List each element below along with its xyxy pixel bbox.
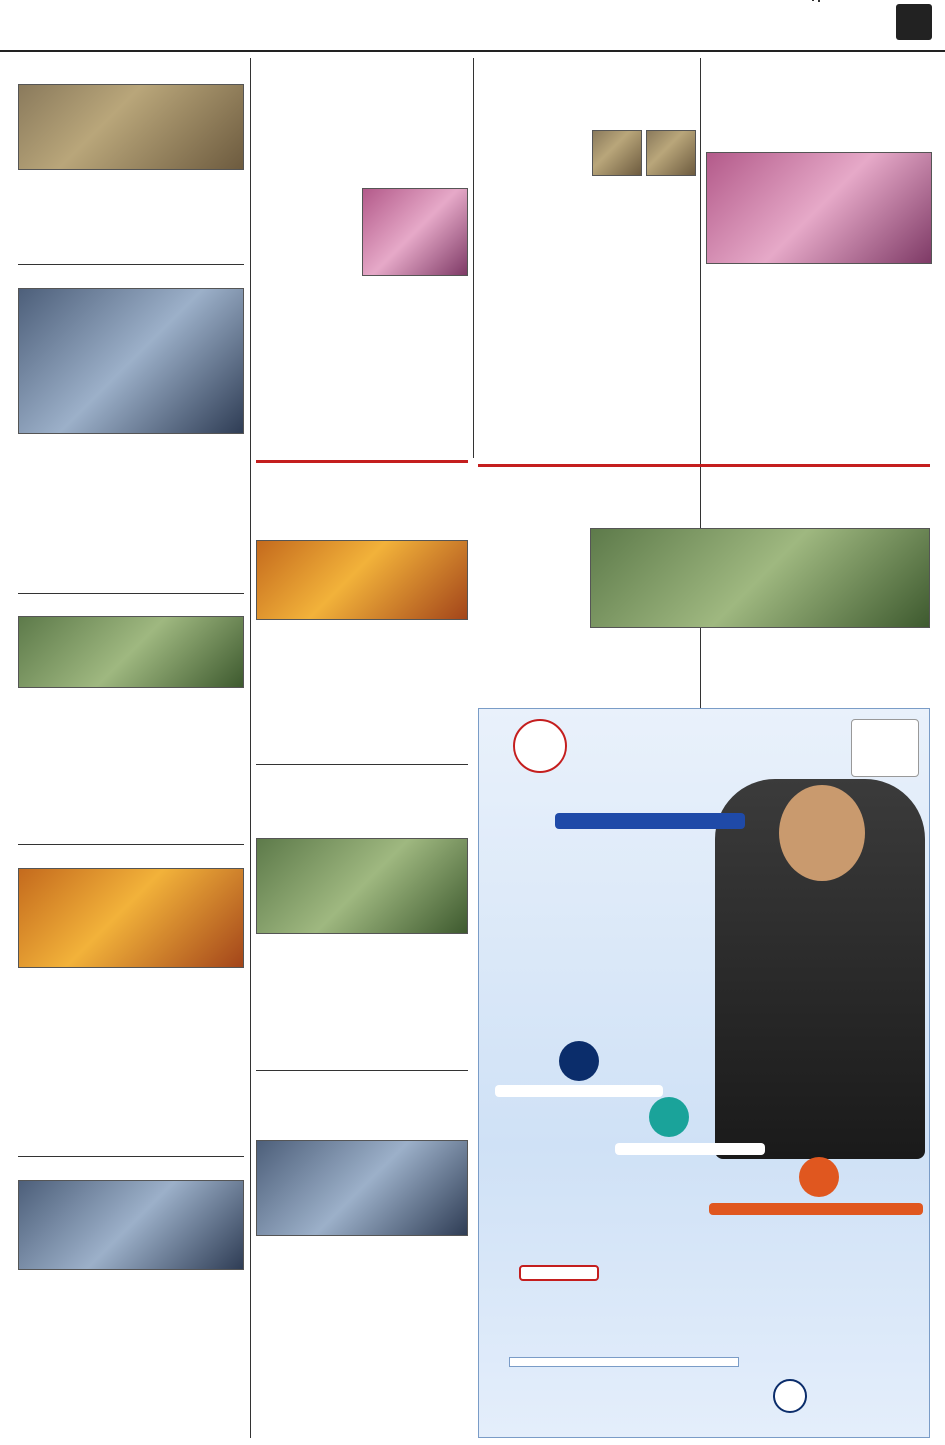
divider xyxy=(256,764,468,765)
divider xyxy=(478,464,930,467)
divider xyxy=(18,593,244,594)
story-body xyxy=(18,438,126,588)
story-body xyxy=(256,212,358,448)
story-body xyxy=(646,180,696,462)
story-body xyxy=(478,554,584,704)
spacer xyxy=(812,0,814,1)
step-1-number xyxy=(559,1041,599,1081)
photo-kalash-yatra xyxy=(18,868,244,968)
story-body xyxy=(18,972,126,1152)
column-rule xyxy=(700,58,701,758)
story-body xyxy=(706,294,812,458)
divider xyxy=(18,844,244,845)
story-body xyxy=(362,624,468,759)
story-body xyxy=(132,692,244,840)
story-body xyxy=(18,692,126,840)
photo-literacy-workshop xyxy=(18,288,244,434)
step-3-text xyxy=(709,1203,923,1215)
divider xyxy=(18,1156,244,1157)
story-body xyxy=(362,1240,468,1434)
rbi-emblem-icon xyxy=(773,1379,807,1413)
divider xyxy=(256,460,468,463)
story-body xyxy=(132,438,244,588)
ad-model-face xyxy=(779,785,865,881)
step-2-number xyxy=(649,1097,689,1137)
story-body xyxy=(818,268,932,458)
photo-accused-1 xyxy=(592,130,642,176)
photo-university-orientation xyxy=(18,1180,244,1270)
beti-padhao-logo xyxy=(513,719,567,773)
column-rule xyxy=(250,58,251,1438)
step-3-number xyxy=(799,1157,839,1197)
rbi-advertisement[interactable] xyxy=(478,708,930,1438)
story-body xyxy=(706,632,930,704)
story-body xyxy=(132,972,244,1152)
ad-headline xyxy=(555,813,745,829)
story-body xyxy=(18,174,126,260)
photo-minister-welcome xyxy=(706,152,932,264)
masthead xyxy=(0,0,945,52)
divider xyxy=(18,264,244,265)
step-1-text xyxy=(495,1085,663,1097)
story-body xyxy=(590,632,700,704)
story-body xyxy=(132,1274,244,1434)
divider xyxy=(256,1070,468,1071)
photo-accused-2 xyxy=(646,130,696,176)
story-body xyxy=(362,280,468,448)
photo-malnourished-child xyxy=(362,188,468,276)
ad-info-link[interactable] xyxy=(509,1357,739,1367)
step-2-text xyxy=(615,1143,765,1155)
photo-traffic-meeting xyxy=(18,616,244,688)
rbi-awareness-badge xyxy=(519,1265,599,1281)
photo-platform-inspection xyxy=(256,1140,468,1236)
photo-university-gherao xyxy=(590,528,930,628)
story-body xyxy=(592,180,642,462)
photo-cloth-bags xyxy=(256,838,468,934)
column-rule xyxy=(473,58,474,458)
story-body xyxy=(362,938,468,1064)
story-body xyxy=(256,1266,358,1434)
photo-cremation-ground xyxy=(18,84,244,170)
story-body xyxy=(132,174,244,260)
spacer xyxy=(818,0,820,2)
story-body xyxy=(256,964,358,1064)
story-body xyxy=(18,1274,126,1434)
photo-birthday-celebration xyxy=(256,540,468,620)
azadi-logo xyxy=(851,719,919,777)
story-body xyxy=(256,624,358,759)
page-number xyxy=(896,4,932,40)
